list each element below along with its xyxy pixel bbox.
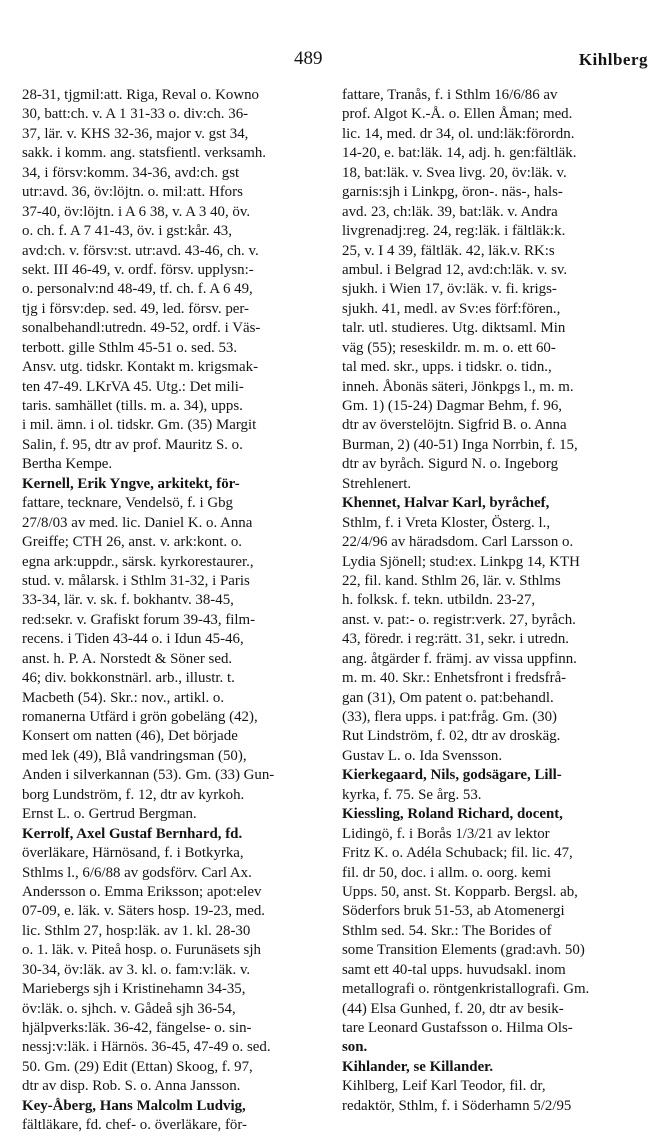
text-line: Burman, 2) (40-51) Inga Norrbin, f. 15, [342,436,578,453]
text-line: 14-20, e. bat:läk. 14, adj. h. gen:fältläk. [342,145,577,162]
text-line: Ansv. utg. tidskr. Kontakt m. krigsmak- [22,359,259,376]
text-line: 22, fil. kand. Sthlm 26, lär. v. Sthlms [342,572,561,589]
text-line: Rut Lindström, f. 02, dtr av droskäg. [342,728,561,745]
text-line: garnis:sjh i Linkpg, öron-. näs-, hals- [342,184,563,201]
text-line: Macbeth (54). Skr.: nov., artikl. o. [22,689,225,706]
text-line: nessj:v:läk. i Härnös. 36-45, 47-49 o. sed. [22,1039,271,1056]
right-column [342,86,652,1116]
text-line: (33), flera upps. i pat:fråg. Gm. (30) [342,709,558,725]
text-line: öv:läk. o. sjhch. v. Gådeå sjh 36-54, [22,1000,236,1017]
text-line: Andersson o. Emma Eriksson; apot:elev [22,883,262,900]
text-line: dtr av byråch. Sigurd N. o. Ingeborg [342,456,559,473]
text-line: some Transition Elements (grad:avh. 50) [342,942,585,959]
text-line: 37, lär. v. KHS 32-36, major v. gst 34, [22,125,249,142]
text-line: m. m. 40. Skr.: Enhetsfront i fredsfrå- [342,670,567,687]
text-line: Kihlander, se Killander. [342,1058,494,1075]
text-line: Lydia Sjönell; stud:ex. Linkpg 14, KTH [342,553,580,570]
text-line: 22/4/96 av häradsdom. Carl Larsson o. [342,534,574,551]
text-line: utr:avd. 36, öv:löjtn. o. mil:att. Hfors [22,184,243,201]
text-line: 37-40, öv:löjtn. i A 6 38, v. A 3 40, öv. [22,203,251,220]
text-line: Sthlm sed. 54. Skr.: The Borides of [342,922,552,939]
text-line: son. [342,1039,368,1056]
text-line: tal med. skr., upps. i tidskr. o. tidn., [342,359,552,376]
text-line: fil. dr 50, doc. i allm. o. oorg. kemi [342,864,551,881]
text-line: Salin, f. 95, dtr av prof. Mauritz S. o. [22,436,243,453]
text-line: Fritz K. o. Adéla Schuback; fil. lic. 47, [342,845,573,862]
text-line: avd:ch. v. försv:st. utr:avd. 43-46, ch. v. [22,242,259,259]
text-line: fältläkare, fd. chef- o. överläkare, för- [22,1117,247,1134]
text-line: sakk. i komm. ang. statsfientl. verksamh. [22,145,267,162]
text-line: Mariebergs sjh i Kristinehamn 34-35, [22,981,246,998]
text-line: o. 1. läk. v. Piteå hosp. o. Furunäsets sjh [22,942,261,959]
text-line: 33-34, lär. v. sk. f. bokhantv. 38-45, [22,592,234,609]
text-line: recens. i Tiden 43-44 o. i Idun 45-46, [22,631,244,648]
text-line: Anden i silverkannan (53). Gm. (33) Gun- [22,767,275,784]
text-line: Gustav L. o. Ida Svensson. [342,747,503,764]
text-line: med lek (49), Blå vandringsman (50), [22,747,247,764]
text-line: Kiessling, Roland Richard, docent, [342,806,563,823]
text-line: taris. samhället (tills. m. a. 34), upps. [22,398,243,414]
text-line: h. folksk. f. tekn. utbildn. 23-27, [342,592,536,609]
text-line: 27/8/03 av med. lic. Daniel K. o. Anna [22,514,253,531]
text-line: egna ark:uppdr., särsk. kyrkorestaurer., [22,553,254,570]
text-line: 34, i försv:komm. 34-36, avd:ch. gst [22,164,240,181]
text-line: dtr av överstelöjtn. Sigfrid B. o. Anna [342,417,567,434]
text-line: red:sekr. v. Grafiskt forum 39-43, film- [22,611,256,628]
text-line: stud. v. målarsk. i Sthlm 31-32, i Paris [22,572,250,589]
text-line: terbott. gille Sthlm 45-51 o. sed. 53. [22,339,238,356]
text-line: lic. Sthlm 27, hosp:läk. av 1. kl. 28-30 [22,922,251,939]
text-line: sjukh. 41, medl. av Sv:es förf:fören., [342,300,561,317]
text-line: romanerna Utfärd i grön gobeläng (42), [22,709,258,725]
text-line: talr. utl. studieres. Utg. diktsaml. Min [342,320,566,337]
text-line: fattare, tecknare, Vendelsö, f. i Gbg [22,495,234,512]
text-line: inneh. Åbonäs säteri, Jönkpgs l., m. m. [342,378,574,395]
text-line: tare Leonard Gustafsson o. Hilma Ols- [342,1020,573,1036]
text-line: Key-Åberg, Hans Malcolm Ludvig, [22,1097,246,1114]
text-line: Gm. 1) (15-24) Dagmar Behm, f. 96, [342,398,563,414]
text-line: lic. 14, med. dr 34, ol. und:läk:förordn. [342,125,575,142]
text-line: o. ch. f. A 7 41-43, öv. i gst:kår. 43, [22,223,232,240]
text-line: metallografi o. röntgenkristallografi. Gm. [342,981,590,998]
text-line: Sthlm, f. i Vreta Kloster, Österg. l., [342,514,551,531]
text-line: 30-34, öv:läk. av 3. kl. o. fam:v:läk. v. [22,961,251,978]
text-line: (44) Elsa Gunhed, f. 20, dtr av besik- [342,1000,564,1017]
text-line: o. personalv:nd 48-49, tf. ch. f. A 6 49, [22,281,253,298]
text-line: Bertha Kempe. [22,456,113,473]
text-line: 46; div. bokkonstnärl. arb., illustr. t. [22,670,235,687]
text-line: avd. 23, ch:läk. 39, bat:läk. v. Andra [342,203,558,220]
left-column [22,86,318,1136]
text-line: ten 47-49. LKrVA 45. Utg.: Det mili- [22,378,244,395]
text-line: 28-31, tjgmil:att. Riga, Reval o. Kowno [22,87,259,103]
text-line: 25, v. I 4 39, fältläk. 42, läk.v. RK:s [342,242,555,259]
text-line: ambul. i Belgrad 12, avd:ch:läk. v. sv. [342,261,568,278]
text-line: livgrenadj:reg. 24, reg:läk. i fältläk:k. [342,223,566,240]
text-line: sonalbehandl:utredn. 49-52, ordf. i Väs- [22,320,261,337]
text-line: sjukh. i Wien 17, öv:läk. v. fi. krigs- [342,281,557,298]
text-line: Söderfors bruk 51-53, ab Atomenergi [342,903,565,920]
text-line: 18, bat:läk. v. Svea livg. 20, öv:läk. v. [342,164,567,181]
text-line: Konsert om natten (46), Det började [22,728,238,745]
text-line: anst. h. P. A. Norstedt & Söner sed. [22,650,233,667]
text-line: 30, batt:ch. v. A 1 31-33 o. div:ch. 36- [22,106,249,123]
text-line: Lidingö, f. i Borås 1/3/21 av lektor [342,825,550,842]
text-line: ang. åtgärder f. främj. av vissa uppfinn. [342,650,577,667]
text-line: Strehlenert. [342,475,412,492]
text-line: väg (55); reseskildr. m. m. o. ett 60- [342,339,556,356]
page-number: 489 [294,48,323,69]
text-line: Kierkegaard, Nils, godsägare, Lill- [342,767,562,784]
text-line: överläkare, Härnösand, f. i Botkyrka, [22,845,244,862]
text-line: Upps. 50, anst. St. Kopparb. Bergsl. ab, [342,883,578,900]
text-line: kyrka, f. 75. Se årg. 53. [342,786,482,803]
text-line: Khennet, Halvar Karl, byråchef, [342,495,550,512]
text-line: 07-09, e. läk. v. Säters hosp. 19-23, med. [22,903,266,920]
text-line: tjg i försv:dep. sed. 49, led. försv. per- [22,300,250,317]
text-line: sekt. III 46-49, v. ordf. försv. upplysn:- [22,261,254,278]
text-line: dtr av disp. Rob. S. o. Anna Jansson. [22,1078,241,1095]
text-line: Sthlms l., 6/6/88 av godsförv. Carl Ax. [22,864,252,881]
text-line: borg Lundström, f. 12, dtr av kyrkoh. [22,786,245,803]
text-line: Greiffe; CTH 26, anst. v. ark:kont. o. [22,534,243,551]
running-head: Kihlberg [578,50,648,69]
text-line: samt ett 40-tal upps. huvudsakl. inom [342,961,566,978]
text-line: Ernst L. o. Gertrud Bergman. [22,806,197,823]
text-line: Kernell, Erik Yngve, arkitekt, för- [22,475,240,492]
text-line: gan (31), Om patent o. pat:behandl. [342,689,554,706]
text-line: i mil. ämn. i ol. tidskr. Gm. (35) Margit [22,417,257,434]
text-line: anst. v. pat:- o. registr:verk. 27, byråch. [342,611,576,628]
text-line: Kihlberg, Leif Karl Teodor, fil. dr, [342,1078,546,1095]
text-line: 50. Gm. (29) Edit (Ettan) Skoog, f. 97, [22,1058,253,1075]
text-line: hjälpverks:läk. 36-42, fängelse- o. sin- [22,1020,252,1036]
text-line: 43, föredr. i reg:rätt. 31, sekr. i utredn. [342,631,570,648]
text-line: Kerrolf, Axel Gustaf Bernhard, fd. [22,825,243,842]
text-line: fattare, Tranås, f. i Sthlm 16/6/86 av [342,87,558,103]
page-header [0,48,672,76]
text-line: prof. Algot K.-Å. o. Ellen Åman; med. [342,106,573,123]
text-line: redaktör, Sthlm, f. i Söderhamn 5/2/95 [342,1097,572,1114]
